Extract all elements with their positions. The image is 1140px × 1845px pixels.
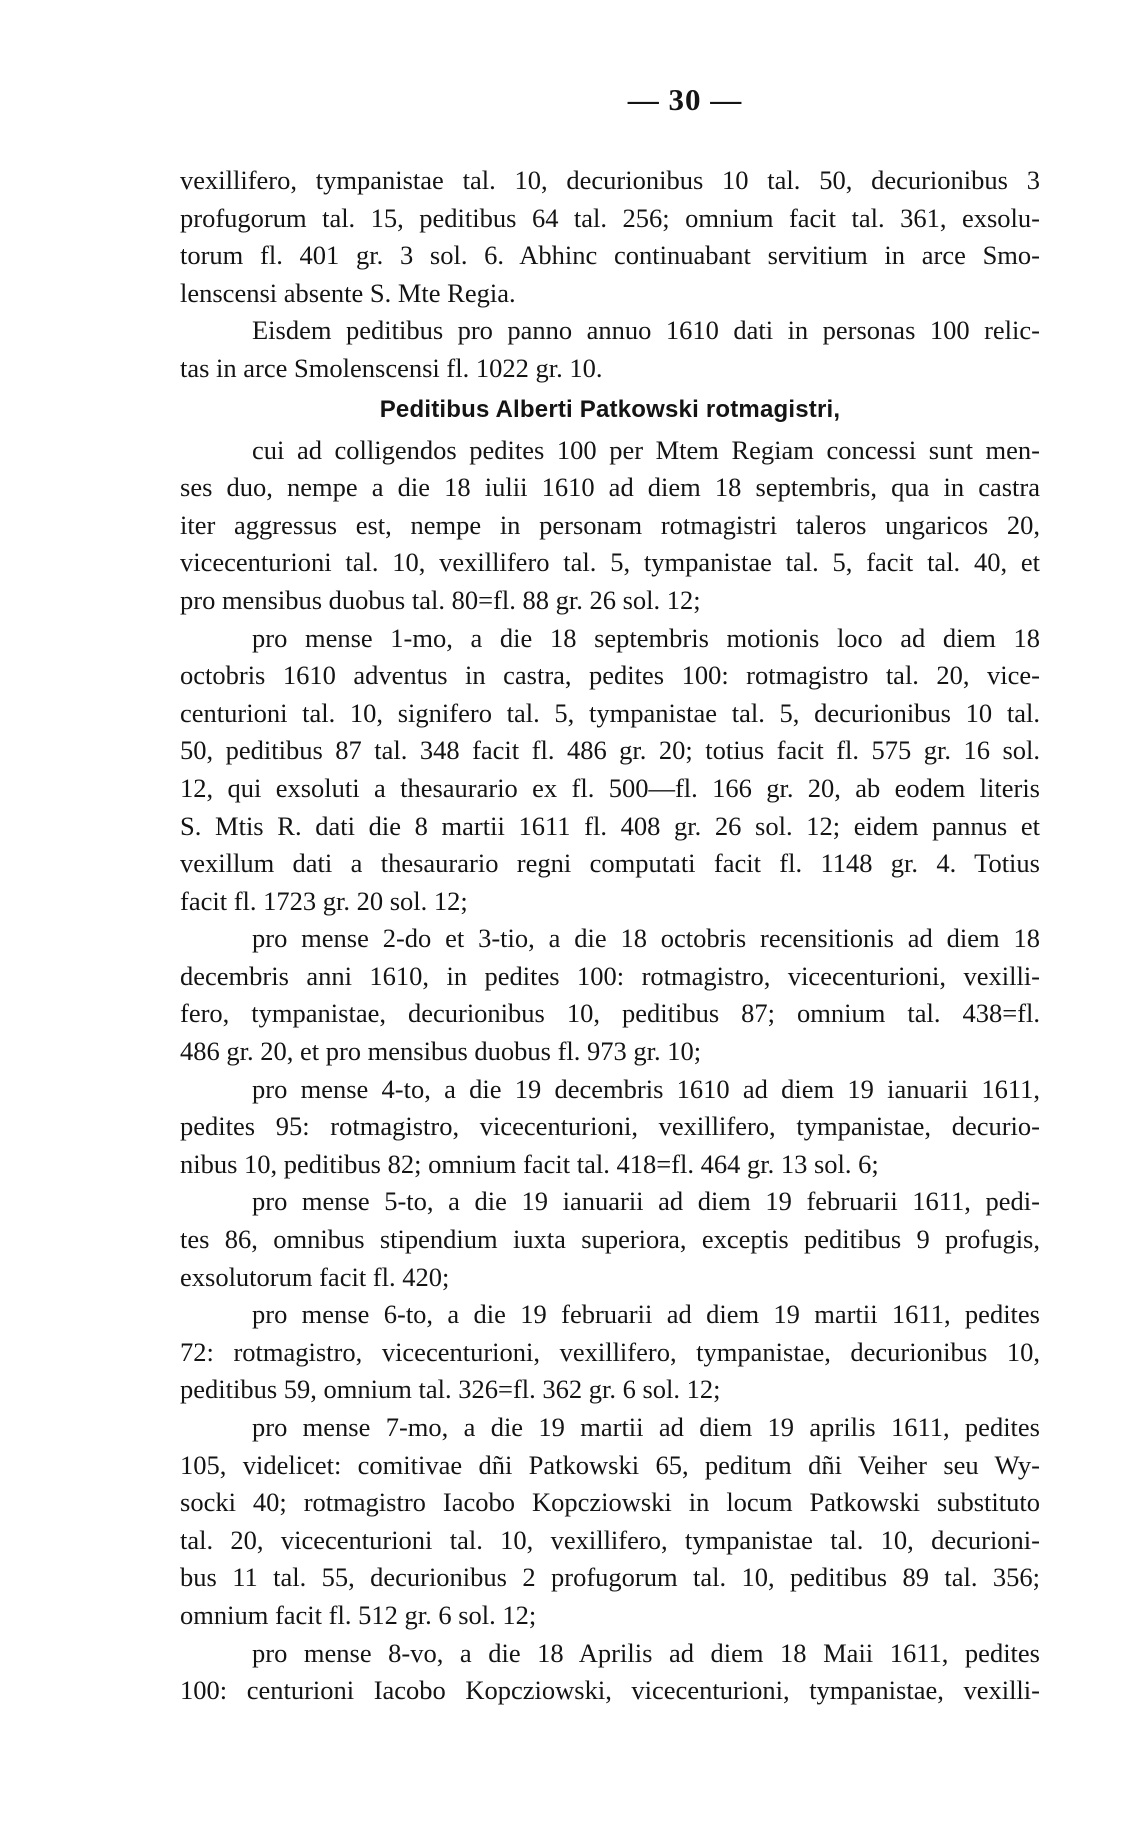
- text-line: 12, qui exsoluti a thesaurario ex fl. 500—fl. 166 gr. 20, ab eodem literis: [180, 772, 1040, 803]
- text-line: pro mensibus duobus tal. 80=fl. 88 gr. 26 sol. 12;: [180, 584, 701, 615]
- text-line: omnium facit fl. 512 gr. 6 sol. 12;: [180, 1599, 537, 1630]
- text-line: centurioni tal. 10, signifero tal. 5, tympanistae tal. 5, decurionibus 10 tal.: [180, 697, 1040, 728]
- paragraph-eisdem: [180, 312, 1040, 387]
- text-line: torum fl. 401 gr. 3 sol. 6. Abhinc continuabant servitium in arce Smo-: [180, 240, 1040, 271]
- text-line: 100: centurioni Iacobo Kopcziowski, vicecenturioni, tympanistae, vexilli-: [180, 1675, 1040, 1706]
- text-line: tes 86, omnibus stipendium iuxta superiora, exceptis peditibus 9 profugis,: [180, 1224, 1040, 1255]
- text-line: ses duo, nempe a die 18 iulii 1610 ad diem 18 septembris, qua in castra: [180, 472, 1040, 503]
- text-line: vexillifero, tympanistae tal. 10, decurionibus 10 tal. 50, decurionibus 3: [180, 165, 1040, 195]
- paragraph-month-6: [180, 1296, 1040, 1409]
- text-line: facit fl. 1723 gr. 20 sol. 12;: [180, 885, 468, 916]
- text-line: iter aggressus est, nempe in personam rotmagistri taleros ungaricos 20,: [180, 509, 1040, 540]
- paragraph-month-8: [180, 1635, 1040, 1710]
- text-line: fero, tympanistae, decurionibus 10, peditibus 87; omnium tal. 438=fl.: [180, 998, 1040, 1029]
- text-line: octobris 1610 adventus in castra, pedites 100: rotmagistro tal. 20, vice-: [180, 660, 1040, 691]
- paragraph-intro: [180, 162, 1040, 312]
- text-line: 72: rotmagistro, vicecenturioni, vexillifero, tympanistae, decurionibus 10,: [180, 1336, 1040, 1367]
- section-heading: Peditibus Alberti Patkowski rotmagistri,: [379, 395, 841, 423]
- text-line: pro mense 4-to, a die 19 decembris 1610 ad diem 19 ianuarii 1611,: [252, 1073, 1040, 1104]
- text-line: S. Mtis R. dati die 8 martii 1611 fl. 408 gr. 26 sol. 12; eidem pannus et: [180, 810, 1040, 841]
- text-line: pro mense 8-vo, a die 18 Aprilis ad diem 18 Maii 1611, pedites: [252, 1637, 1040, 1668]
- text-line: tas in arce Smolenscensi fl. 1022 gr. 10.: [180, 352, 603, 383]
- text-line: tal. 20, vicecenturioni tal. 10, vexillifero, tympanistae tal. 10, decurioni-: [180, 1524, 1040, 1555]
- text-line: pro mense 2-do et 3-tio, a die 18 octobris recensitionis ad diem 18: [252, 923, 1040, 954]
- text-line: pedites 95: rotmagistro, vicecenturioni, vexillifero, tympanistae, decurio-: [180, 1111, 1040, 1142]
- text-line: pro mense 1-mo, a die 18 septembris motionis loco ad diem 18: [252, 622, 1040, 653]
- paragraph-month-5: [180, 1183, 1040, 1296]
- text-line: 50, peditibus 87 tal. 348 facit fl. 486 gr. 20; totius facit fl. 575 gr. 16 sol.: [180, 735, 1040, 766]
- text-line: peditibus 59, omnium tal. 326=fl. 362 gr. 6 sol. 12;: [180, 1374, 721, 1405]
- paragraph-cui: [180, 432, 1040, 620]
- paragraph-month-1: [180, 620, 1040, 921]
- text-line: vicecenturioni tal. 10, vexillifero tal. 5, tympanistae tal. 5, facit tal. 40, et: [180, 547, 1040, 578]
- paragraph-month-4: [180, 1071, 1040, 1184]
- page-number: — 30 —: [627, 82, 743, 117]
- text-line: profugorum tal. 15, peditibus 64 tal. 256; omnium facit tal. 361, exsolu-: [180, 202, 1040, 233]
- text-line: Eisdem peditibus pro panno annuo 1610 dati in personas 100 relic-: [252, 315, 1040, 346]
- paragraph-month-7: [180, 1409, 1040, 1635]
- text-line: pro mense 6-to, a die 19 februarii ad diem 19 martii 1611, pedites: [252, 1299, 1040, 1330]
- text-line: 105, videlicet: comitivae dñi Patkowski 65, peditum dñi Veiher seu Wy-: [180, 1449, 1040, 1480]
- text-line: lenscensi absente S. Mte Regia.: [180, 277, 516, 308]
- text-line: vexillum dati a thesaurario regni computati facit fl. 1148 gr. 4. Totius: [180, 848, 1040, 879]
- text-line: bus 11 tal. 55, decurionibus 2 profugorum tal. 10, peditibus 89 tal. 356;: [180, 1562, 1040, 1593]
- document-page: [180, 80, 1040, 1710]
- text-line: pro mense 5-to, a die 19 ianuarii ad diem 19 februarii 1611, pedi-: [252, 1186, 1040, 1217]
- text-line: exsolutorum facit fl. 420;: [180, 1261, 450, 1292]
- text-line: 486 gr. 20, et pro mensibus duobus fl. 973 gr. 10;: [180, 1036, 702, 1067]
- text-line: nibus 10, peditibus 82; omnium facit tal. 418=fl. 464 gr. 13 sol. 6;: [180, 1148, 879, 1179]
- text-line: cui ad colligendos pedites 100 per Mtem Regiam concessi sunt men-: [252, 434, 1040, 465]
- paragraph-month-2-3: [180, 920, 1040, 1070]
- text-line: decembris anni 1610, in pedites 100: rotmagistro, vicecenturioni, vexilli-: [180, 960, 1040, 991]
- text-line: socki 40; rotmagistro Iacobo Kopcziowski in locum Patkowski substituto: [180, 1487, 1040, 1518]
- text-line: pro mense 7-mo, a die 19 martii ad diem 19 aprilis 1611, pedites: [252, 1412, 1040, 1442]
